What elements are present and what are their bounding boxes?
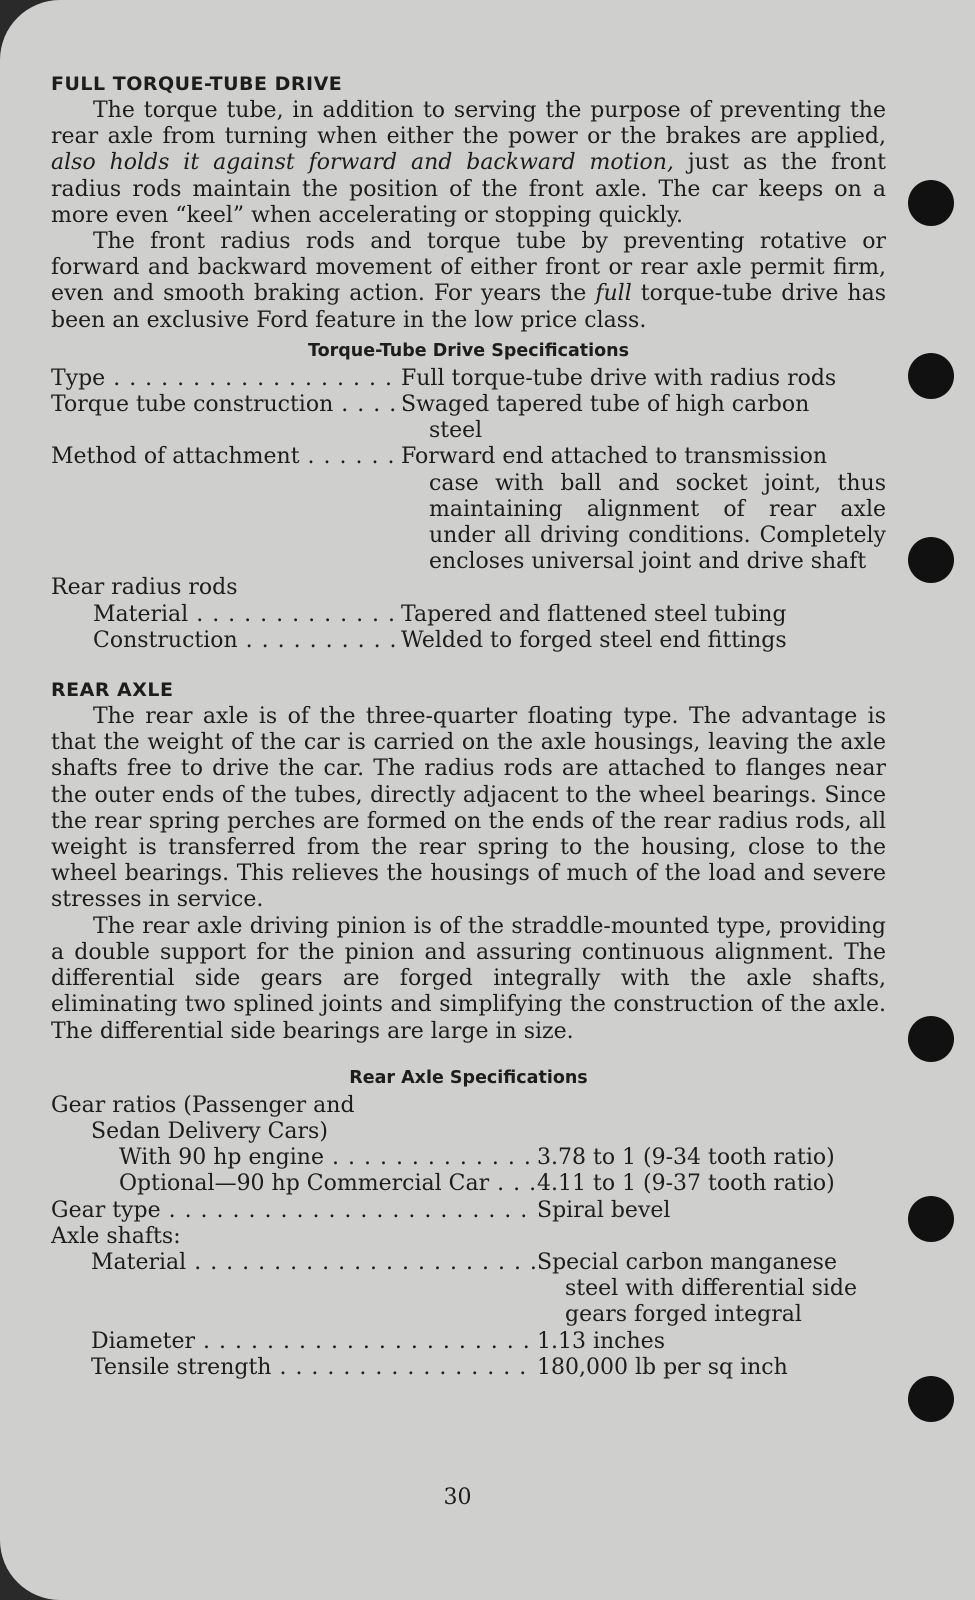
section-heading-rear-axle: REAR AXLE bbox=[51, 679, 174, 702]
spec-row bbox=[51, 1250, 886, 1329]
section-heading-torque-tube: FULL TORQUE-TUBE DRIVE bbox=[51, 73, 343, 95]
spec-row bbox=[51, 444, 886, 575]
spec-group-label: Gear ratios (Passenger and bbox=[51, 1092, 355, 1118]
spec-row bbox=[51, 366, 886, 392]
spec-label: Tensile strength . . . bbox=[91, 1355, 537, 1381]
spec-label: Torque tube construction . . . bbox=[51, 392, 401, 444]
spec-row bbox=[51, 628, 886, 654]
spec-row bbox=[51, 392, 886, 444]
paragraph-text: torque-tube drive has been an exclusive Ford feature in the low price class. bbox=[51, 281, 886, 333]
spec-row bbox=[51, 1119, 886, 1145]
binder-hole bbox=[908, 1196, 954, 1242]
spec-row bbox=[51, 1198, 886, 1224]
spec-label: Construction . . . bbox=[93, 628, 401, 654]
spec-label: Material . . . bbox=[91, 1250, 537, 1329]
paragraph-emphasis: also holds it against forward and backward motion, bbox=[51, 150, 674, 176]
spec-row bbox=[51, 1171, 886, 1197]
spec-value: 3.78 to 1 (9-34 tooth ratio) bbox=[537, 1145, 835, 1171]
torque-tube-specs bbox=[51, 366, 886, 654]
paragraph bbox=[51, 98, 886, 229]
spec-row bbox=[51, 1093, 886, 1119]
paragraph: The rear axle driving pinion is of the straddle-mounted type, providing a double support for the pinion and assuring continuous alignment. The differential side gears are forged integrally with the axle shafts, eliminating two splined joints and simplifying the construction of the axle. The differential side bearings are large in size. bbox=[51, 913, 886, 1044]
spec-row bbox=[51, 1224, 886, 1250]
page-content bbox=[51, 70, 886, 1381]
spec-value bbox=[401, 444, 886, 575]
paragraph-emphasis: full bbox=[595, 281, 632, 307]
spec-label: Optional—90 hp Commercial Car . . . bbox=[119, 1171, 537, 1197]
spec-value bbox=[537, 1250, 886, 1329]
spec-label: Type . . . bbox=[51, 366, 401, 392]
spec-value-continuation: case with ball and socket joint, thus maintaining alignment of rear axle under all driving conditions. Completely encloses universal joint and drive shaft bbox=[429, 470, 886, 575]
binder-hole bbox=[908, 1376, 954, 1422]
spec-group-label: Rear radius rods bbox=[51, 575, 238, 601]
spec-label: With 90 hp engine . . . bbox=[119, 1145, 537, 1171]
paragraph: The rear axle is of the three-quarter floating type. The advantage is that the weight of the car is carried on the axle housings, leaving the axle shafts free to drive the car. The radius rods are attached to flanges near the outer ends of the tubes, directly adjacent to the wheel bearings. Since the rear spring perches are formed on the ends of the rear radius rods, all weight is transferred from the rear spring to the housing, close to the wheel bearings. This relieves the housings of much of the load and severe stresses in service. bbox=[51, 704, 886, 913]
specs-title-torque-tube: Torque-Tube Drive Specifications bbox=[307, 340, 630, 361]
spec-value: 4.11 to 1 (9-37 tooth ratio) bbox=[537, 1171, 835, 1197]
spec-label: Method of attachment . . . bbox=[51, 444, 401, 575]
binder-hole bbox=[908, 353, 954, 399]
spec-value-continuation: steel bbox=[429, 418, 483, 444]
paragraph-text: The front radius rods and torque tube by preventing rotative or forward and backward movement of either front or rear axle permit firm, even and smooth braking action. For years the bbox=[51, 229, 886, 307]
spec-value: 180,000 lb per sq inch bbox=[537, 1354, 788, 1380]
spec-value-text: Swaged tapered tube of high carbon bbox=[401, 392, 810, 418]
spec-row bbox=[51, 1145, 886, 1171]
spec-value bbox=[401, 392, 886, 444]
spec-value: Tapered and flattened steel tubing bbox=[401, 601, 787, 627]
page-number: 30 bbox=[443, 1485, 472, 1510]
spec-label: Material . . . bbox=[93, 602, 401, 628]
spec-value: Full torque-tube drive with radius rods bbox=[401, 365, 837, 391]
spec-group-label: Axle shafts: bbox=[51, 1223, 181, 1249]
spec-row bbox=[51, 602, 886, 628]
spec-label: Diameter . . . bbox=[91, 1329, 537, 1355]
rear-axle-specs bbox=[51, 1093, 886, 1381]
spec-value-text: Special carbon manganese bbox=[537, 1249, 837, 1275]
spec-row bbox=[51, 1355, 886, 1381]
binder-hole bbox=[908, 1016, 954, 1062]
spec-group-label: Sedan Delivery Cars) bbox=[91, 1118, 328, 1144]
specs-title-rear-axle: Rear Axle Specifications bbox=[349, 1067, 588, 1088]
spec-row bbox=[51, 1329, 886, 1355]
spec-label: Gear type . . . bbox=[51, 1198, 537, 1224]
paragraph-text: just as the front radius rods maintain the position of the front axle. The car keeps on a more even “keel” when accelerating or stopping quickly. bbox=[51, 150, 886, 228]
binder-hole bbox=[908, 180, 954, 226]
paragraph bbox=[51, 229, 886, 334]
spec-value: 1.13 inches bbox=[537, 1328, 665, 1354]
spec-value: Spiral bevel bbox=[537, 1197, 671, 1223]
spec-value-text: Forward end attached to transmission bbox=[401, 444, 828, 470]
spec-row bbox=[51, 575, 886, 601]
spec-value-continuation: steel with differential side gears forged integral bbox=[565, 1276, 857, 1328]
spec-value: Welded to forged steel end fittings bbox=[401, 627, 787, 653]
paragraph-text: The torque tube, in addition to serving the purpose of preventing the rear axle from turning when either the power or the brakes are applied, bbox=[51, 98, 886, 150]
binder-hole bbox=[908, 537, 954, 583]
